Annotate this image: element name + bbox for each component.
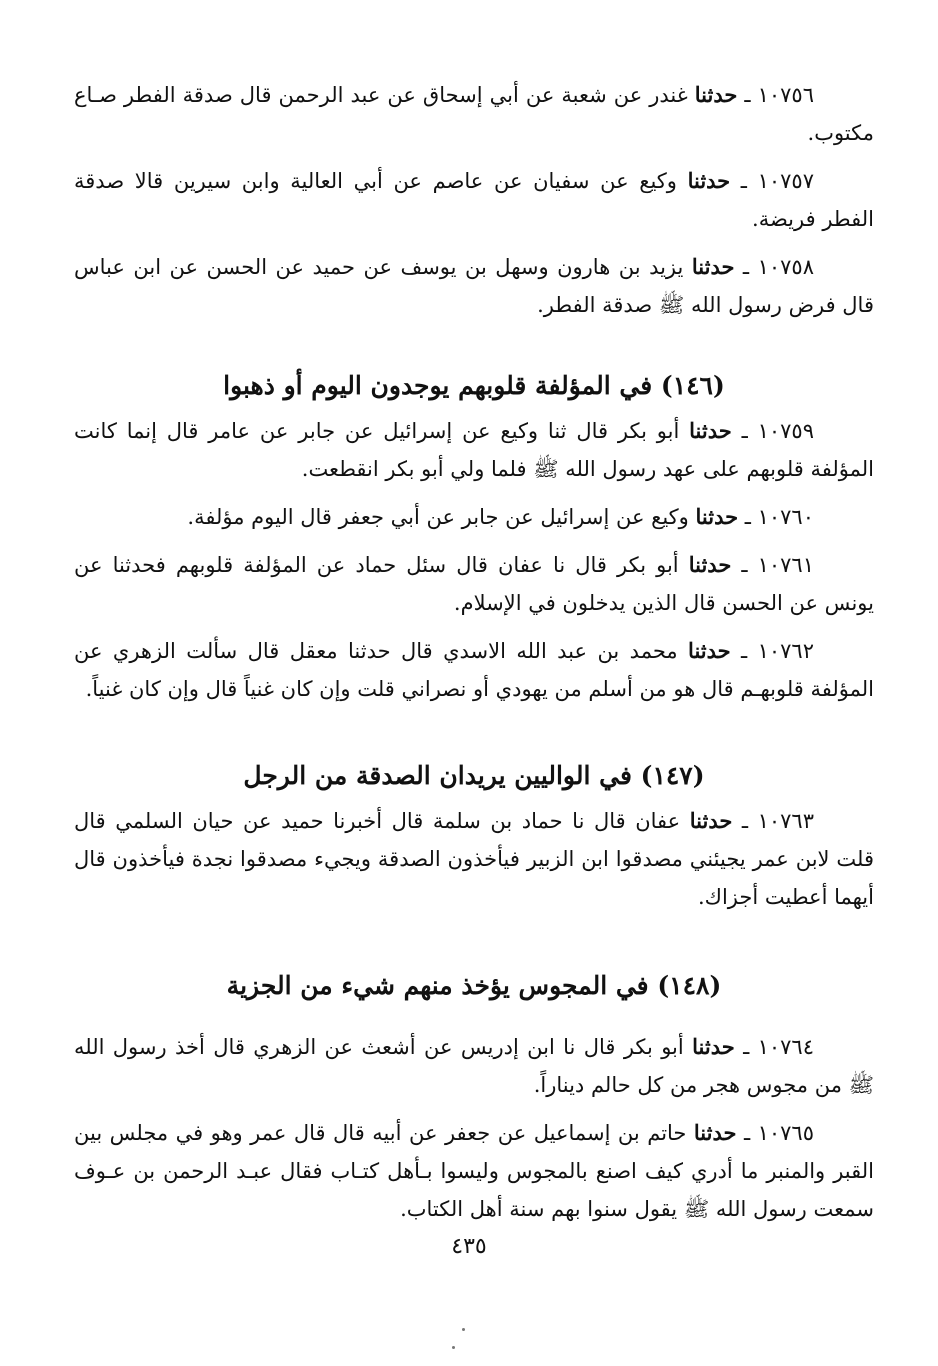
hadith-number: ١٠٧٦٤ [757, 1035, 814, 1059]
section-147 [74, 802, 874, 926]
hadith-lead: حدثنا [689, 418, 732, 443]
hadith-lead: حدثنا [688, 638, 731, 663]
hadith-text: وكيع عن سفيان عن عاصم عن أبي العالية وابن سيرين قالا صدقة الفطر فريضة. [74, 169, 874, 231]
hadith-number: ١٠٧٦٥ [757, 1121, 814, 1145]
hadith-number: ١٠٧٥٩ [757, 419, 814, 443]
hadith-lead: حدثنا [687, 168, 731, 193]
hadith-10759: ١٠٧٥٩ ـ حدثنا أبو بكر قال ثنا وكيع عن إسرائيل عن جابر عن عامر قال إنما كانت المؤلفة قلوبهم على عهد رسول الله ﷺ فلما ولي أبو بكر انقطعت. [74, 418, 874, 481]
hadith-lead: حدثنا [688, 552, 732, 577]
hadith-text: عفان قال نا حماد بن سلمة قال أخبرنا حميد عن حيان السلمي قال قلت لابن عمر يجيئني مصدقوا ابن الزبير فيأخذون الصدقة ويجيء مصدقوا نجدة فيأخذون قال أيهما أعطيت أجزاك. [74, 809, 874, 909]
hadith-number: ١٠٧٦٠ [757, 505, 814, 529]
scan-speck [462, 1328, 465, 1331]
hadith-lead: حدثنا [691, 254, 735, 279]
hadith-text: حاتم بن إسماعيل عن جعفر عن أبيه قال قال عمر وهو في مجلس بين القبر والمنبر ما أدري كيف اصنع بالمجوس وليسوا بـأهل كتـاب فقال عبـد الرحمن بن عـوف سمعت رسول الله ﷺ يقول سنوا بهم سنة أهل الكتاب. [74, 1121, 874, 1221]
hadith-lead: حدثنا [695, 504, 739, 529]
hadith-10762: ١٠٧٦٢ ـ حدثنا محمد بن عبد الله الاسدي قال حدثنا معقل قال سألت الزهري عن المؤلفة قلوبهـم قال هو من أسلم من يهودي أو نصراني قلت وإن كان غنياً قال وإن كان غنياً. [74, 638, 874, 701]
section-heading-147: (١٤٧) في الواليين يريدان الصدقة من الرجل [243, 761, 705, 790]
hadith-10760: ١٠٧٦٠ ـ حدثنا وكيع عن إسرائيل عن جابر عن أبي جعفر قال اليوم مؤلفة. [187, 504, 814, 529]
section-148 [74, 1028, 874, 1238]
hadith-10757: ١٠٧٥٧ ـ حدثنا وكيع عن سفيان عن عاصم عن أبي العالية وابن سيرين قالا صدقة الفطر فريضة. [74, 168, 874, 231]
hadith-text: أبو بكر قال ثنا وكيع عن إسرائيل عن جابر عن عامر قال إنما كانت المؤلفة قلوبهم على عهد رسول الله ﷺ فلما ولي أبو بكر انقطعت. [74, 419, 874, 481]
hadith-10758: ١٠٧٥٨ ـ حدثنا يزيد بن هارون وسهل بن يوسف عن حميد عن الحسن عن ابن عباس قال فرض رسول الله ﷺ صدقة الفطر. [74, 254, 874, 317]
hadith-number: ١٠٧٥٨ [757, 255, 814, 279]
hadith-10765: ١٠٧٦٥ ـ حدثنا حاتم بن إسماعيل عن جعفر عن أبيه قال قال عمر وهو في مجلس بين القبر والمنبر ما أدري كيف اصنع بالمجوس وليسوا بـأهل كتـاب فقال عبـد الرحمن بن عـوف سمعت رسول الله ﷺ يقول سنوا بهم سنة أهل الكتاب. [74, 1120, 874, 1221]
section-0 [74, 76, 874, 334]
hadith-lead: حدثنا [692, 1034, 735, 1059]
hadith-text: يزيد بن هارون وسهل بن يوسف عن حميد عن الحسن عن ابن عباس قال فرض رسول الله ﷺ صدقة الفطر. [74, 255, 874, 317]
hadith-10764: ١٠٧٦٤ ـ حدثنا أبو بكر قال نا ابن إدريس عن أشعث عن الزهري قال أخذ رسول الله ﷺ من مجوس هجر من كل حالم ديناراً. [74, 1034, 874, 1097]
hadith-number: ١٠٧٥٦ [757, 83, 814, 107]
hadith-lead: حدثنا [693, 1120, 737, 1145]
hadith-text: وكيع عن إسرائيل عن جابر عن أبي جعفر قال اليوم مؤلفة. [187, 505, 689, 529]
hadith-text: محمد بن عبد الله الاسدي قال حدثنا معقل قال سألت الزهري عن المؤلفة قلوبهـم قال هو من أسلم من يهودي أو نصراني قلت وإن كان غنياً قال وإن كان غنياً. [74, 639, 874, 701]
hadith-text: غندر عن شعبة عن أبي إسحاق عن عبد الرحمن قال صدقة الفطر صـاع مكتوب. [74, 83, 874, 145]
hadith-number: ١٠٧٦٢ [757, 639, 814, 663]
hadith-number: ١٠٧٥٧ [757, 169, 814, 193]
hadith-10756: ١٠٧٥٦ ـ حدثنا غندر عن شعبة عن أبي إسحاق عن عبد الرحمن قال صدقة الفطر صـاع مكتوب. [74, 82, 874, 145]
section-heading-148: (١٤٨) في المجوس يؤخذ منهم شيء من الجزية [226, 971, 722, 1000]
hadith-text: أبو بكر قال نا ابن إدريس عن أشعث عن الزهري قال أخذ رسول الله ﷺ من مجوس هجر من كل حالم ديناراً. [74, 1035, 874, 1097]
hadith-number: ١٠٧٦١ [757, 553, 814, 577]
section-heading-146: (١٤٦) في المؤلفة قلوبهم يوجدون اليوم أو ذهبوا [223, 371, 725, 400]
hadith-number: ١٠٧٦٣ [757, 809, 814, 833]
hadith-10763: ١٠٧٦٣ ـ حدثنا عفان قال نا حماد بن سلمة قال أخبرنا حميد عن حيان السلمي قال قلت لابن عمر يجيئني مصدقوا ابن الزبير فيأخذون الصدقة ويجيء مصدقوا نجدة فيأخذون قال أيهما أعطيت أجزاك. [74, 808, 874, 909]
hadith-10761: ١٠٧٦١ ـ حدثنا أبو بكر قال نا عفان قال سئل حماد عن المؤلفة قلوبهم فحدثنا عن يونس عن الحسن قال الذين يدخلون في الإسلام. [74, 552, 874, 615]
hadith-lead: حدثنا [694, 82, 738, 107]
hadith-lead: حدثنا [689, 808, 733, 833]
hadith-text: أبو بكر قال نا عفان قال سئل حماد عن المؤلفة قلوبهم فحدثنا عن يونس عن الحسن قال الذين يدخلون في الإسلام. [74, 553, 874, 615]
page-number: ٤٣٥ [451, 1234, 487, 1259]
section-146 [74, 412, 874, 718]
scan-speck [452, 1346, 455, 1349]
